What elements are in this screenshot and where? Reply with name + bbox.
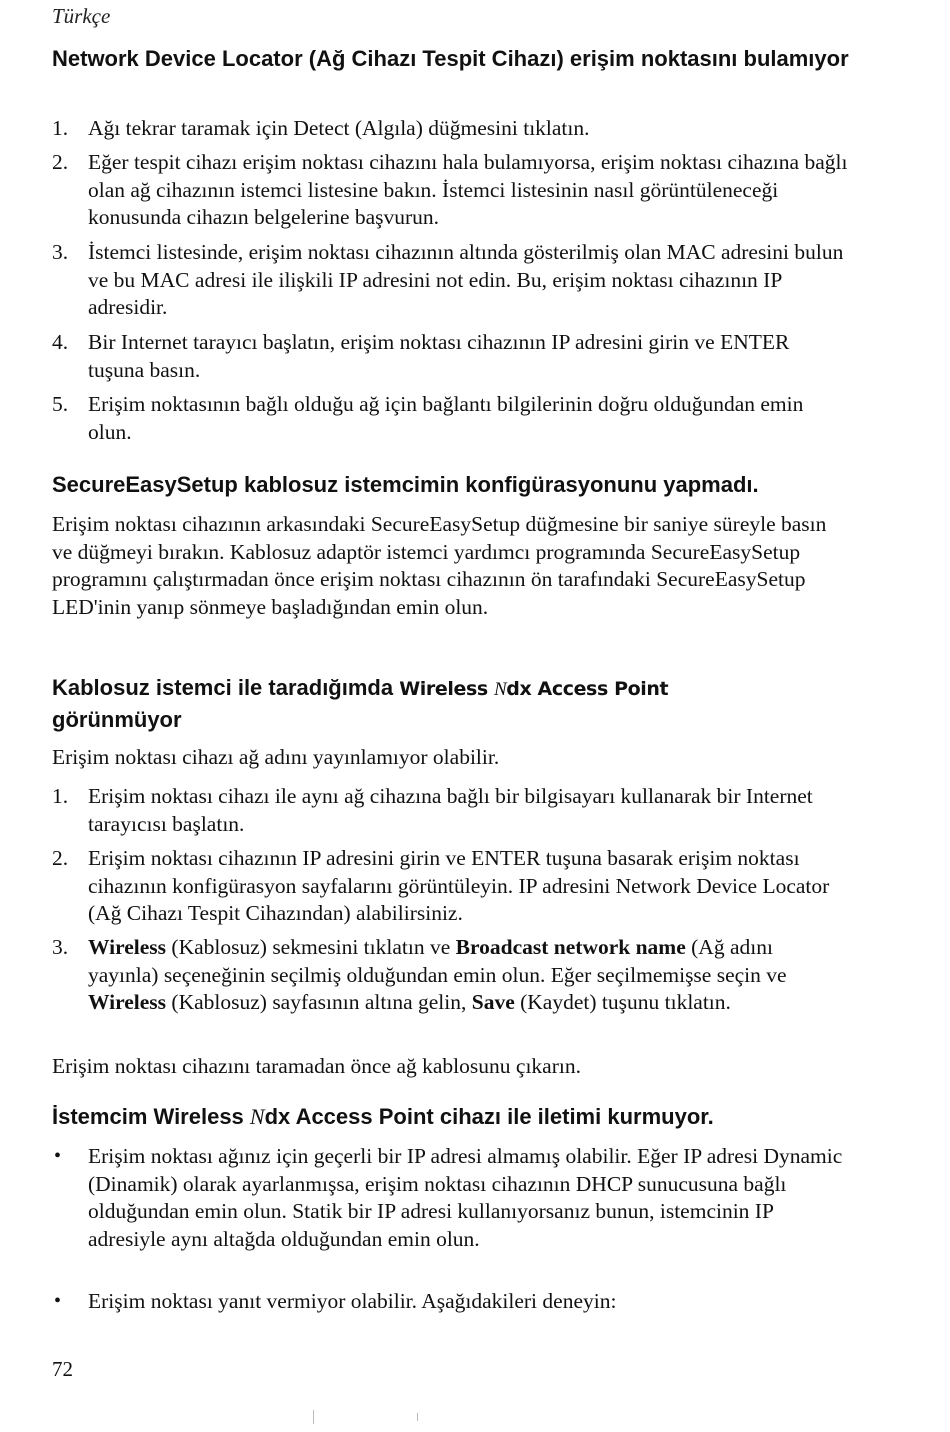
section-heading-not-visible: [52, 673, 922, 735]
list-text: İstemci listesinde, erişim noktası cihazının altında gösterilmiş olan MAC adresini bulun ve bu MAC adresi ile ilişkili IP adresini not edin. Bu, erişim noktası cihazının IP adresidir.: [88, 240, 844, 319]
section-outro: Erişim noktası cihazını taramadan önce ağ kablosunu çıkarın.: [52, 1054, 581, 1078]
list-text: Wireless (Kablosuz) sekmesini tıklatın ve Broadcast network name (Ağ adını yayınla) seçeneğinin seçilmiş olduğundan emin olun. Eğer seçilmemişse seçin ve Wireless (Kablosuz) sayfasının altına gelin, Save (Kaydet) tuşunu tıklatın.: [88, 935, 787, 1014]
language-label: Türkçe: [52, 4, 111, 28]
list-number: 3.: [52, 240, 69, 264]
list-text: Bir Internet tarayıcı başlatın, erişim noktası cihazının IP adresini girin ve ENTER tuşuna basın.: [88, 330, 790, 382]
product-name: Wireless Ndx Access Point: [399, 678, 669, 700]
list-text: Erişim noktası cihazı ile aynı ağ cihazına bağlı bir bilgisayarı kullanarak bir Internet tarayıcısı başlatın.: [88, 784, 813, 836]
page-number: 72: [52, 1357, 73, 1381]
list-number: 4.: [52, 330, 69, 354]
list-number: 1.: [52, 116, 69, 140]
list-number: 2.: [52, 846, 69, 870]
list-number: 2.: [52, 150, 69, 174]
bullet-text: Erişim noktası ağınız için geçerli bir IP adresi almamış olabilir. Eğer IP adresi Dynamic (Dinamik) olarak ayarlanmışsa, erişim noktası cihazının DHCP sunucusuna bağlı olduğundan emin olun. Statik bir IP adresi kullanıyorsanız bunun, istemcinin IP adresiyle aynı altağda olduğundan emin olun.: [88, 1144, 843, 1251]
section-heading-no-communication: İstemcim Wireless Ndx Access Point cihazı ile iletimi kurmuyor.: [52, 1104, 714, 1129]
bullet-text: Erişim noktası yanıt vermiyor olabilir. Aşağıdakileri deneyin:: [88, 1289, 617, 1313]
list-number: 5.: [52, 392, 69, 416]
bullet-icon: •: [54, 1290, 62, 1312]
section-body-ses: Erişim noktası cihazının arkasındaki SecureEasySetup düğmesine bir saniye süreyle basın ve düğmeyi bırakın. Kablosuz adaptör istemci yardımcı programında SecureEasySetup programını çalıştırmadan önce erişim noktası cihazının ön tarafındaki SecureEasySetup LED'inin yanıp sönmeye başladığından emin olun.: [52, 512, 827, 619]
section-heading-ses: SecureEasySetup kablosuz istemcimin konfigürasyonunu yapmadı.: [52, 472, 759, 497]
section-intro: Erişim noktası cihazı ağ adını yayınlamıyor olabilir.: [52, 745, 500, 769]
list-number: 3.: [52, 935, 69, 959]
bullet-icon: •: [54, 1145, 62, 1167]
list-text: Eğer tespit cihazı erişim noktası cihazını hala bulamıyorsa, erişim noktası cihazına bağlı olan ağ cihazının istemci listesine bakın. İstemci listesinin nasıl görüntüleneceği konusunda cihazın belgelerine başvurun.: [88, 150, 848, 229]
section-heading-locator: Network Device Locator (Ağ Cihazı Tespit Cihazı) erişim noktasını bulamıyor: [52, 46, 849, 71]
heading-text: görünmüyor: [52, 707, 182, 732]
scan-artifact: [417, 1413, 418, 1421]
scan-artifact: [313, 1410, 314, 1424]
list-text: Erişim noktası cihazının IP adresini girin ve ENTER tuşuna basarak erişim noktası cihazının konfigürasyon sayfalarını görüntüleyin. IP adresini Network Device Locator (Ağ Cihazı Tespit Cihazından) alabilirsiniz.: [88, 846, 830, 925]
list-text: Ağı tekrar taramak için Detect (Algıla) düğmesini tıklatın.: [88, 116, 590, 140]
heading-text: Kablosuz istemci ile taradığımda: [52, 675, 400, 700]
list-number: 1.: [52, 784, 69, 808]
list-text: Erişim noktasının bağlı olduğu ağ için bağlantı bilgilerinin doğru olduğundan emin olun.: [88, 392, 804, 444]
